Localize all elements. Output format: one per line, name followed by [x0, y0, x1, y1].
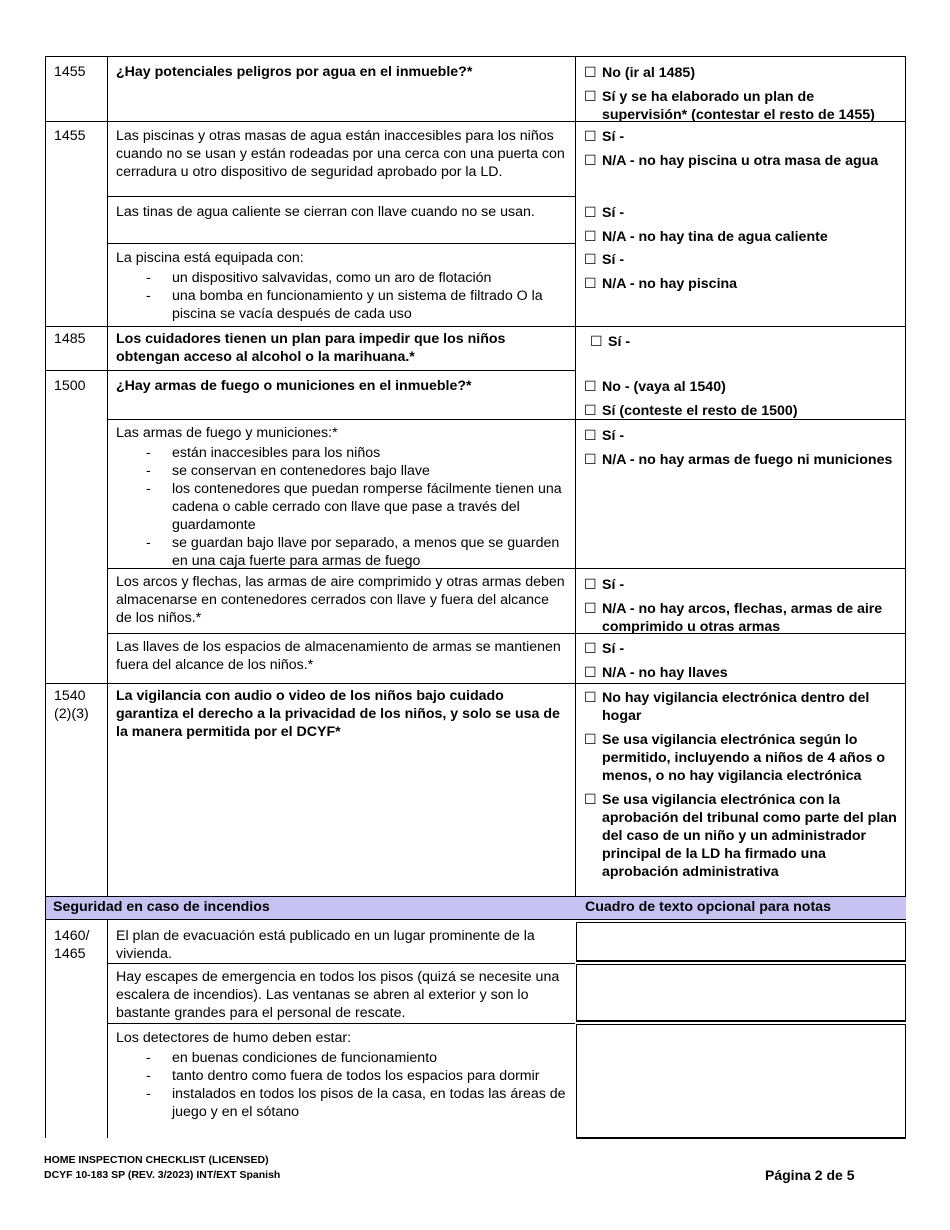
checkbox-icon[interactable]: ☐: [584, 665, 597, 681]
regulation-code: 1460/ 1465: [54, 928, 90, 962]
question-alcohol-marijuana: Los cuidadores tienen un plan para impedir que los niños obtengan acceso al alcohol o la marihuana.*: [116, 331, 506, 365]
section-header-fire-safety: [46, 897, 906, 919]
checkbox-icon[interactable]: ☐: [584, 129, 597, 145]
checkbox-option[interactable]: [584, 275, 900, 293]
option-label: N/A - no hay piscina: [602, 276, 738, 292]
checkbox-option[interactable]: [584, 427, 900, 445]
row-divider: [107, 243, 575, 244]
notes-column-header: Cuadro de texto opcional para notas: [585, 899, 831, 915]
requirement-emergency-exits: Hay escapes de emergencia en todos los pisos (quizá se necesite una escalera de incendios). Las ventanas se abren al exterior y son lo bastante grandes para el personal de rescate.: [116, 969, 560, 1021]
option-label: N/A - no hay tina de agua caliente: [602, 229, 828, 245]
checkbox-option[interactable]: [584, 204, 900, 222]
requirement-pool-equipment: [116, 249, 568, 323]
option-label: Sí -: [602, 205, 625, 221]
checkbox-option[interactable]: [584, 88, 900, 124]
table-border-left: [45, 56, 46, 1138]
options-pools: [584, 128, 900, 176]
checkbox-option[interactable]: [584, 731, 900, 785]
checkbox-icon[interactable]: ☐: [584, 229, 597, 245]
requirement-hot-tubs: Las tinas de agua caliente se cierran con llave cuando no se usan.: [116, 204, 535, 220]
list-item: - un dispositivo salvavidas, como un aro de flotación: [116, 269, 568, 287]
row-divider: [107, 196, 575, 197]
options-other-weapons: [584, 576, 900, 642]
option-label: Sí -: [602, 129, 625, 145]
bullet-list: [116, 1049, 568, 1121]
requirement-other-weapons: Los arcos y flechas, las armas de aire comprimido y otras armas deben almacenarse en contenedores cerrados con llave y fuera del alcance de los niños.*: [116, 574, 565, 626]
list-item: - instalados en todos los pisos de la casa, en todas las áreas de juego y en el sótano: [116, 1085, 568, 1121]
option-label: Sí -: [602, 577, 625, 593]
option-label: Sí -: [602, 252, 625, 268]
options-alcohol: [590, 333, 906, 357]
requirement-pools-inaccessible: Las piscinas y otras masas de agua están inaccesibles para los niños cuando no se usan y están rodeadas por una cerca con una puerta con cerradura u otro dispositivo de seguridad aprobado por la LD.: [116, 128, 565, 180]
list-item: - tanto dentro como fuera de todos los espacios para dormir: [116, 1067, 568, 1085]
checkbox-option[interactable]: [584, 689, 900, 725]
regulation-code: 1540 (2)(3): [54, 688, 89, 722]
checkbox-icon[interactable]: ☐: [584, 65, 597, 81]
checkbox-option[interactable]: [584, 640, 900, 658]
checkbox-option[interactable]: [584, 451, 900, 469]
checkbox-option[interactable]: [584, 152, 900, 170]
checkbox-icon[interactable]: ☐: [584, 601, 597, 617]
option-label: No - (vaya al 1540): [602, 379, 726, 395]
option-label: Sí -: [602, 428, 625, 444]
checkbox-option[interactable]: [584, 228, 900, 246]
regulation-code: 1455: [54, 64, 86, 80]
requirement-evacuation-plan: El plan de evacuación está publicado en un lugar prominente de la vivienda.: [116, 928, 535, 962]
checkbox-icon[interactable]: ☐: [584, 379, 597, 395]
options-electronic-monitoring: [584, 689, 900, 887]
column-divider-options: [575, 56, 576, 897]
page-number: Página 2 de 5: [765, 1167, 855, 1183]
checkbox-icon[interactable]: ☐: [584, 641, 597, 657]
requirement-firearms-storage: [116, 424, 568, 570]
row-divider: [45, 919, 906, 920]
options-hot-tubs: [584, 204, 900, 252]
options-firearms: [584, 378, 900, 426]
option-label: N/A - no hay armas de fuego ni municiones: [602, 452, 893, 468]
options-pool-equipment: [584, 251, 900, 299]
checkbox-icon[interactable]: ☐: [584, 153, 597, 169]
checkbox-option[interactable]: [590, 333, 906, 351]
row-divider: [45, 370, 576, 371]
checkbox-option[interactable]: [584, 600, 900, 636]
option-label: Sí y se ha elaborado un plan de supervisión* (contestar el resto de 1455): [602, 89, 875, 123]
question-firearms: ¿Hay armas de fuego o municiones en el inmueble?*: [116, 378, 472, 394]
checkbox-icon[interactable]: ☐: [584, 732, 597, 748]
list-item: - una bomba en funcionamiento y un sistema de filtrado O la piscina se vacía después de cada uso: [116, 287, 568, 323]
footer-form-number: DCYF 10-183 SP (REV. 3/2023) INT/EXT Spanish: [44, 1169, 281, 1181]
checkbox-icon[interactable]: ☐: [590, 334, 603, 350]
column-divider-code: [107, 56, 108, 1138]
bullet-list: [116, 444, 568, 570]
table-border-top: [45, 56, 906, 57]
requirement-weapon-keys: Las llaves de los espacios de almacenamiento de armas se mantienen fuera del alcance de los niños.*: [116, 639, 561, 673]
option-label: N/A - no hay arcos, flechas, armas de aire comprimido u otras armas: [602, 601, 883, 635]
list-item: - están inaccesibles para los niños: [116, 444, 568, 462]
checkbox-option[interactable]: [584, 251, 900, 269]
checkbox-option[interactable]: [584, 664, 900, 682]
checkbox-option[interactable]: [584, 791, 900, 881]
checkbox-option[interactable]: [584, 128, 900, 146]
row-divider: [107, 963, 575, 964]
notes-textbox[interactable]: [576, 964, 906, 1022]
regulation-code: 1485: [54, 331, 86, 347]
requirement-text: Los detectores de humo deben estar:: [116, 1030, 352, 1046]
option-label: Se usa vigilancia electrónica con la aprobación del tribunal como parte del plan del caso de un niño y un administrador principal de la LD ha firmado una aprobación administrativa: [602, 792, 897, 880]
checkbox-icon[interactable]: ☐: [584, 452, 597, 468]
notes-textbox[interactable]: [576, 1024, 906, 1139]
option-label: No (ir al 1485): [602, 65, 696, 81]
checkbox-icon[interactable]: ☐: [584, 89, 597, 105]
table-border-right: [905, 56, 906, 897]
checkbox-icon[interactable]: ☐: [584, 276, 597, 292]
section-title: Seguridad en caso de incendios: [53, 899, 270, 915]
list-item: - se guardan bajo llave por separado, a menos que se guarden en una caja fuerte para armas de fuego: [116, 534, 568, 570]
checkbox-icon[interactable]: ☐: [584, 577, 597, 593]
footer-form-title: HOME INSPECTION CHECKLIST (LICENSED): [44, 1154, 269, 1166]
regulation-code: 1455: [54, 128, 86, 144]
option-label: Se usa vigilancia electrónica según lo permitido, incluyendo a niños de 4 años o menos, o no hay vigilancia electrónica: [602, 732, 886, 784]
list-item: - los contenedores que puedan romperse fácilmente tienen una cadena o cable cerrado con llave que pase a través del guardamonte: [116, 480, 568, 534]
checkbox-icon[interactable]: ☐: [584, 792, 597, 808]
checkbox-option[interactable]: [584, 64, 900, 82]
option-label: Sí (conteste el resto de 1500): [602, 403, 798, 419]
checkbox-option[interactable]: [584, 402, 900, 420]
notes-textbox[interactable]: [576, 922, 906, 962]
checkbox-option[interactable]: [584, 378, 900, 396]
requirement-smoke-detectors: [116, 1029, 568, 1121]
row-divider: [45, 326, 906, 327]
option-label: Sí -: [602, 641, 625, 657]
requirement-text: La piscina está equipada con:: [116, 250, 304, 266]
row-divider: [107, 1023, 575, 1024]
options-water-hazards: [584, 64, 900, 130]
bullet-list: [116, 269, 568, 323]
question-electronic-monitoring: La vigilancia con audio o video de los niños bajo cuidado garantiza el derecho a la privacidad de los niños, y solo se usa de la manera permitida por el DCYF*: [116, 688, 560, 740]
options-weapon-keys: [584, 640, 900, 688]
checkbox-icon[interactable]: ☐: [584, 252, 597, 268]
option-label: N/A - no hay llaves: [602, 665, 728, 681]
list-item: - se conservan en contenedores bajo llave: [116, 462, 568, 480]
regulation-code: 1500: [54, 378, 86, 394]
option-label: Sí -: [608, 334, 631, 350]
checkbox-icon[interactable]: ☐: [584, 690, 597, 706]
list-item: - en buenas condiciones de funcionamiento: [116, 1049, 568, 1067]
checkbox-icon[interactable]: ☐: [584, 428, 597, 444]
option-label: No hay vigilancia electrónica dentro del hogar: [602, 690, 870, 724]
checkbox-option[interactable]: [584, 576, 900, 594]
requirement-text: Las armas de fuego y municiones:*: [116, 425, 338, 441]
options-firearms-storage: [584, 427, 900, 475]
option-label: N/A - no hay piscina u otra masa de agua: [602, 153, 879, 169]
question-water-hazards: ¿Hay potenciales peligros por agua en el inmueble?*: [116, 64, 473, 80]
checkbox-icon[interactable]: ☐: [584, 205, 597, 221]
checkbox-icon[interactable]: ☐: [584, 403, 597, 419]
